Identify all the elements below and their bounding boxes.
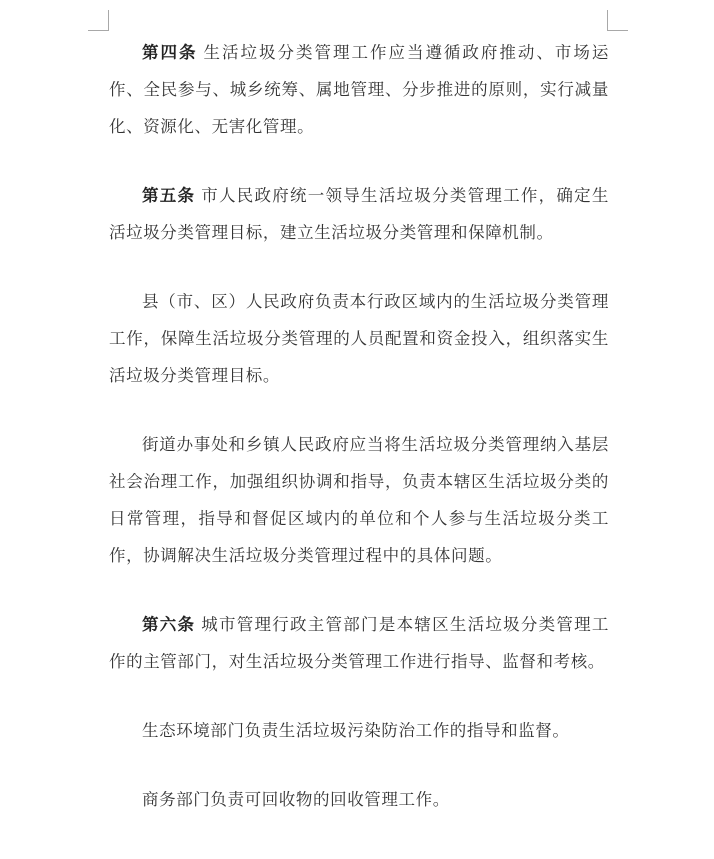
paragraph-text: 县（市、区）人民政府负责本行政区域内的生活垃圾分类管理工作，保障生活垃圾分类管理的人员配置和资金投入，组织落实生活垃圾分类管理目标。 bbox=[109, 292, 609, 385]
paragraph-text: 生态环境部门负责生活垃圾污染防治工作的指导和监督。 bbox=[142, 721, 570, 740]
paragraph-county-government bbox=[109, 283, 609, 394]
page-corner-mark-top-left bbox=[88, 10, 109, 31]
paragraph-article-6 bbox=[109, 606, 609, 680]
paragraph-article-4 bbox=[109, 34, 609, 145]
page-corner-mark-top-right bbox=[607, 10, 628, 31]
paragraph-text: 城市管理行政主管部门是本辖区生活垃圾分类管理工作的主管部门，对生活垃圾分类管理工作进行指导、监督和考核。 bbox=[109, 615, 609, 671]
paragraph-text: 街道办事处和乡镇人民政府应当将生活垃圾分类管理纳入基层社会治理工作，加强组织协调和指导，负责本辖区生活垃圾分类的日常管理，指导和督促区域内的单位和个人参与生活垃圾分类工作，协调解决生活垃圾分类管理过程中的具体问题。 bbox=[109, 435, 609, 565]
article-heading: 第四条 bbox=[142, 43, 198, 62]
paragraph-text: 商务部门负责可回收物的回收管理工作。 bbox=[142, 790, 450, 809]
paragraph-article-5 bbox=[109, 177, 609, 251]
paragraph-text: 生活垃圾分类管理工作应当遵循政府推动、市场运作、全民参与、城乡统筹、属地管理、分步推进的原则，实行减量化、资源化、无害化管理。 bbox=[109, 43, 609, 136]
paragraph-ecology-department bbox=[109, 712, 609, 749]
paragraph-commerce-department bbox=[109, 781, 609, 818]
paragraph-text: 市人民政府统一领导生活垃圾分类管理工作，确定生活垃圾分类管理目标，建立生活垃圾分类管理和保障机制。 bbox=[109, 186, 609, 242]
document-body bbox=[109, 34, 609, 850]
paragraph-subdistrict-office bbox=[109, 426, 609, 574]
article-heading: 第五条 bbox=[142, 186, 196, 205]
article-heading: 第六条 bbox=[142, 615, 196, 634]
